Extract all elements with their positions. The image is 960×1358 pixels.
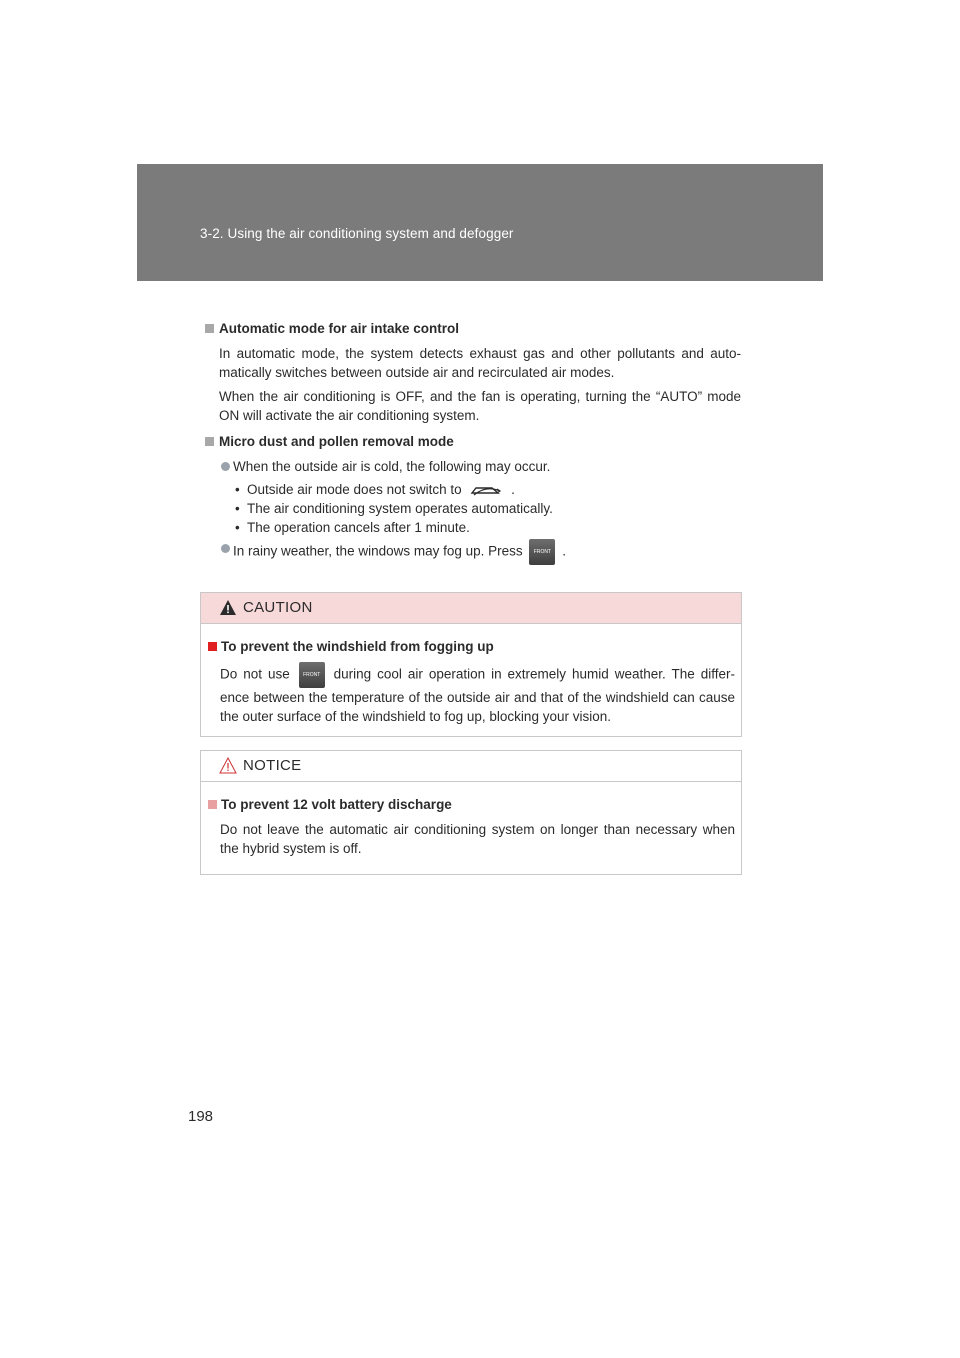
caution-text: during cool air operation in extremely humid weather. The differ-ence between the temperature of the outside air and that of the windshield can cause the outer surface of the windshield to fog up, blocking your vision. [220,666,735,724]
square-bullet-icon [205,437,214,446]
notice-box [200,750,742,875]
caution-heading-text: To prevent the windshield from fogging up [221,639,494,654]
list-item-text: In rainy weather, the windows may fog up. Press [233,543,523,559]
sub-list-item [204,480,741,499]
page-number: 198 [188,1108,214,1125]
notice-heading-text: To prevent 12 volt battery discharge [221,797,452,812]
square-bullet-icon [208,800,217,809]
round-bullet-icon [221,544,230,553]
sub-list-item-text: The operation cancels after 1 minute. [247,520,470,535]
square-bullet-icon [205,324,214,333]
section-heading [204,320,741,338]
notice-title: NOTICE [243,757,302,774]
caution-text: Do not use [220,666,290,682]
front-defogger-button-icon [529,539,555,565]
caution-paragraph [220,662,735,726]
paragraph: In automatic mode, the system detects exhaust gas and other pollutants and auto-matically switches between outside air and recirculated air modes. [219,346,741,380]
round-bullet-icon [221,462,230,471]
list-item [204,457,741,476]
sub-list-item-text: Outside air mode does not switch to [247,482,462,497]
paragraph: When the air conditioning is OFF, and the fan is operating, turning the “AUTO” mode ON will activate the air conditioning system. [219,389,741,423]
notice-body [201,782,741,858]
warning-triangle-outline-icon [219,757,237,774]
section-title: 3-2. Using the air conditioning system and defogger [200,226,514,241]
caution-body [201,624,741,726]
chapter-header-band [137,164,823,281]
recirculated-air-icon [468,483,504,497]
front-defogger-label: FRONT [303,672,321,678]
warning-triangle-icon [219,599,237,616]
list-item [204,539,741,565]
caution-heading [201,638,735,656]
section-heading-text: Micro dust and pollen removal mode [219,434,454,449]
sub-list-item-text: . [511,482,515,497]
dot-marker: • [235,482,240,497]
sub-list-item [204,499,741,518]
section-heading [204,433,741,451]
main-content [204,320,741,565]
sub-list-item-text: The air conditioning system operates automatically. [247,501,553,516]
notice-heading [201,796,735,814]
dot-marker: • [235,501,240,516]
section-heading-text: Automatic mode for air intake control [219,321,460,336]
caution-title: CAUTION [243,599,313,616]
notice-header [201,751,741,782]
sub-list-item [204,518,741,537]
front-defogger-label: FRONT [533,549,552,555]
notice-paragraph: Do not leave the automatic air conditioning system on longer than necessary when the hybrid system is off. [220,822,735,856]
square-bullet-icon [208,642,217,651]
list-item-text: . [562,543,566,559]
caution-header [201,593,741,624]
front-defogger-button-icon [299,662,325,688]
caution-box [200,592,742,737]
list-item-text: When the outside air is cold, the following may occur. [233,459,551,474]
dot-marker: • [235,520,240,535]
